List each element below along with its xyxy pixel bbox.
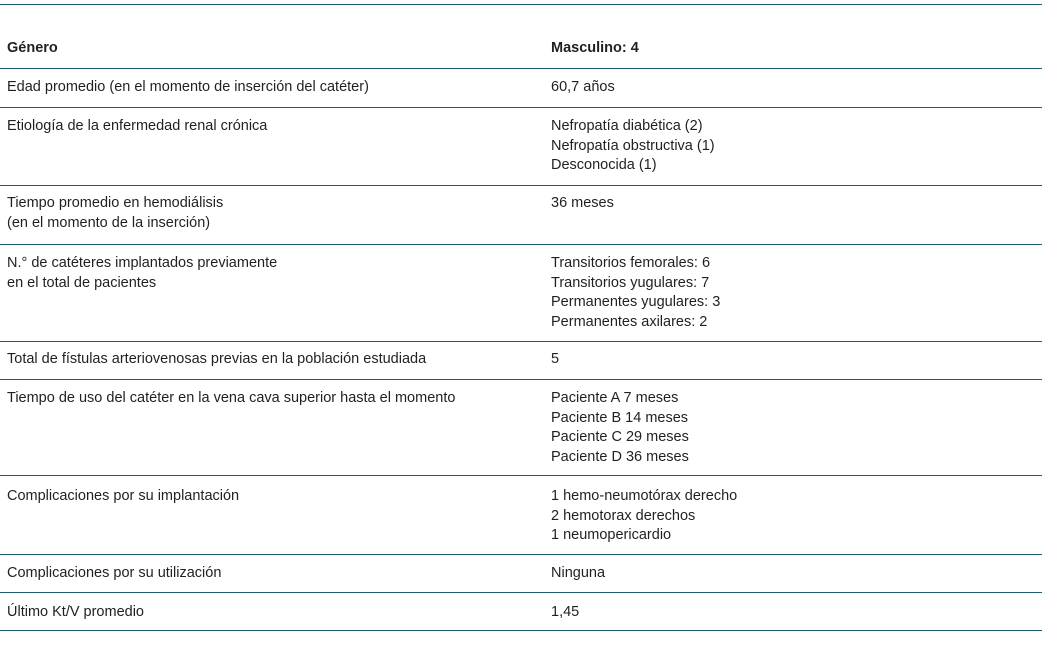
row-value: 1,45 (551, 604, 580, 620)
header-value: Masculino: 4 (551, 40, 639, 56)
header-label: Género (7, 40, 58, 56)
table-row (0, 186, 1042, 245)
row-label: Etiología de la enfermedad renal crónica (7, 118, 268, 134)
table-row (0, 380, 1042, 476)
table-row (0, 108, 1042, 186)
row-value: Transitorios femorales: 6 Transitorios yugulares: 7 Permanentes yugulares: 3 Permanentes axilares: 2 (551, 255, 721, 330)
row-label: Complicaciones por su implantación (7, 488, 240, 504)
row-label: Tiempo de uso del catéter en la vena cava superior hasta el momento (7, 390, 456, 406)
row-value: 60,7 años (551, 79, 615, 95)
row-value: 36 meses (551, 195, 614, 211)
row-value: Nefropatía diabética (2) Nefropatía obstructiva (1) Desconocida (1) (551, 118, 715, 173)
table-header-row (0, 5, 1042, 69)
row-label: Total de fístulas arteriovenosas previas en la población estudiada (7, 351, 427, 367)
table-row (0, 593, 1042, 631)
row-label: Último Kt/V promedio (7, 604, 144, 620)
table-row (0, 342, 1042, 380)
row-label: Complicaciones por su utilización (7, 565, 222, 581)
table-row (0, 245, 1042, 342)
table-row (0, 476, 1042, 555)
table-row (0, 69, 1042, 108)
row-label: Tiempo promedio en hemodiálisis (en el momento de la inserción) (7, 195, 224, 231)
row-value: 5 (551, 351, 560, 367)
row-value: Ninguna (551, 565, 606, 581)
table-row (0, 555, 1042, 593)
row-label: N.° de catéteres implantados previamente en el total de pacientes (7, 255, 278, 291)
row-value: Paciente A 7 meses Paciente B 14 meses Paciente C 29 meses Paciente D 36 meses (551, 390, 689, 465)
row-value: 1 hemo-neumotórax derecho 2 hemotorax derechos 1 neumopericardio (551, 488, 738, 543)
row-label: Edad promedio (en el momento de inserción del catéter) (7, 79, 369, 95)
